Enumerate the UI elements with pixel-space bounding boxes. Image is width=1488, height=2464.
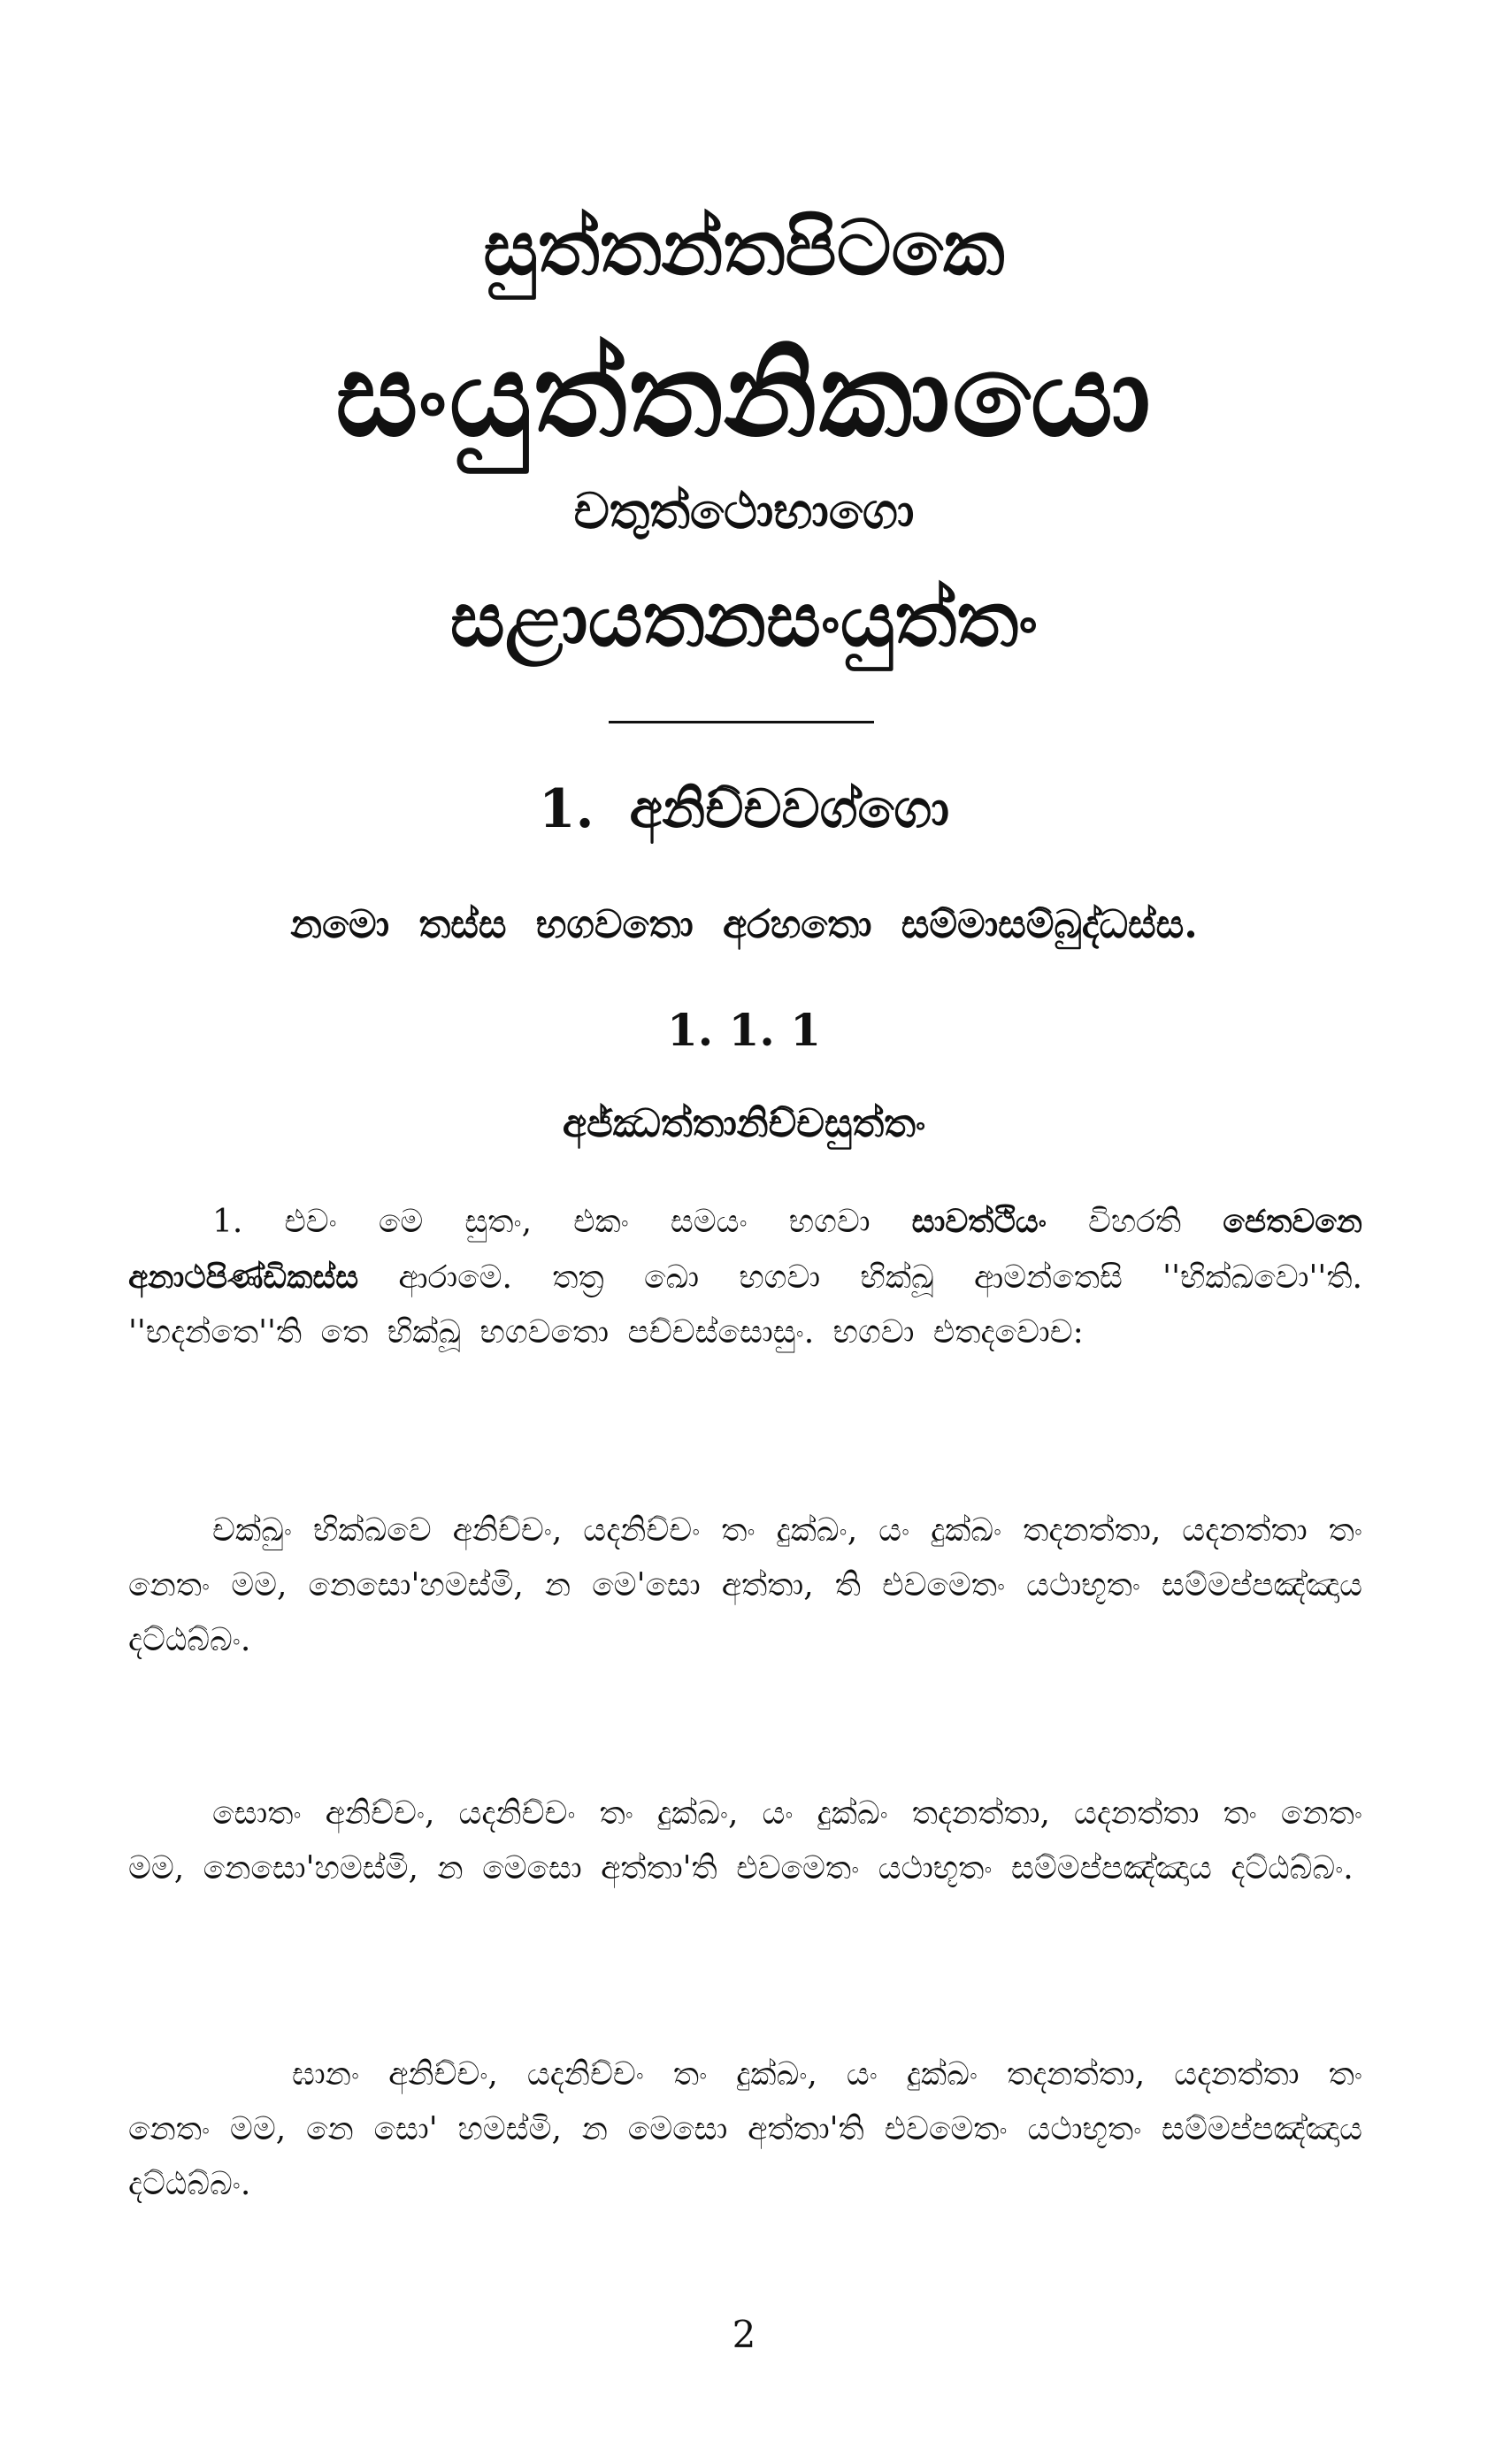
pitaka-title: සුත්තන්තපිටකෙ — [483, 203, 1005, 293]
title-divider — [609, 721, 874, 723]
paragraph-4: ඝානං අනිච්චං, යදනිච්චං තං දුක්ඛං, යං දුක්ඛං තදනත්තා, යදනත්තා තං නෙතං මම, නෙ සො' හමස්මි, න මෙසො අත්තා'ති එවමෙතං යථාභූතං සම්මප්පඤ්ඤාය දට්ඨබ්බං. — [128, 2056, 1362, 2202]
samyutta-title: සළායතනසංයුත්තං — [449, 575, 1039, 664]
paragraph-1-place: සාවත්ථියං — [911, 1203, 1047, 1240]
paragraph-3: සොතං අනිච්චං, යදනිච්චං තං දුක්ඛං, යං දුක්ඛං තදනත්තා, යදනත්තා තං නෙතං මම, නෙසො'හමස්මි, න මෙසො අත්තා'ති එවමෙතං යථාභූතං සම්මප්පඤ්ඤාය දට්ඨබ්බං. — [128, 1795, 1362, 1886]
paragraph-1-lead: 1. එවං මෙ සුතං, එකං සමයං භගවා — [212, 1204, 912, 1240]
vagga-number: 1. — [538, 778, 594, 840]
sutta-title: අජ්ඣත්තානිච්චසුත්තං — [562, 1101, 926, 1146]
nikaya-title: සංයුත්තනිකායො — [335, 327, 1153, 463]
paragraph-1 — [128, 1194, 1362, 1360]
vagga-title: අනිච්චවග්ගො — [629, 778, 950, 840]
homage-line: නමො තස්ස භගවතො අරහතො සම්මාසම්බුද්ධස්ස. — [290, 902, 1198, 947]
vagga-heading — [0, 778, 1488, 840]
sutta-number: 1. 1. 1 — [667, 1004, 821, 1056]
page-number: 2 — [732, 2313, 756, 2356]
paragraph-1-mid: විහරති — [1046, 1204, 1223, 1240]
paragraph-1-rest: ආරාමෙ. තත්‍ර ඛො භගවා භික්ඛූ ආමන්තෙසි ''භික්ඛවො''ති. ''භදන්තෙ''ති තෙ භික්ඛූ භගවතො පච්චස්සොසුං. භගවා එතදවොච: — [128, 1259, 1362, 1351]
paragraph-1-grove: ජෙතවනෙ අනාථපිණ්ඩිකස්ස — [128, 1203, 1362, 1296]
paragraph-2: චක්ඛුං භික්ඛවෙ අනිච්චං, යදනිච්චං තං දුක්ඛං, යං දුක්ඛං තදනත්තා, යදනත්තා තං නෙතං මම, නෙසො'හමස්මි, න මෙ'සො අත්තා, ති එවමෙතං යථාභූතං සම්මප්පඤ්ඤාය දට්ඨබ්බං. — [128, 1512, 1362, 1658]
part-title: චතුත්ථොභාගො — [573, 482, 915, 540]
